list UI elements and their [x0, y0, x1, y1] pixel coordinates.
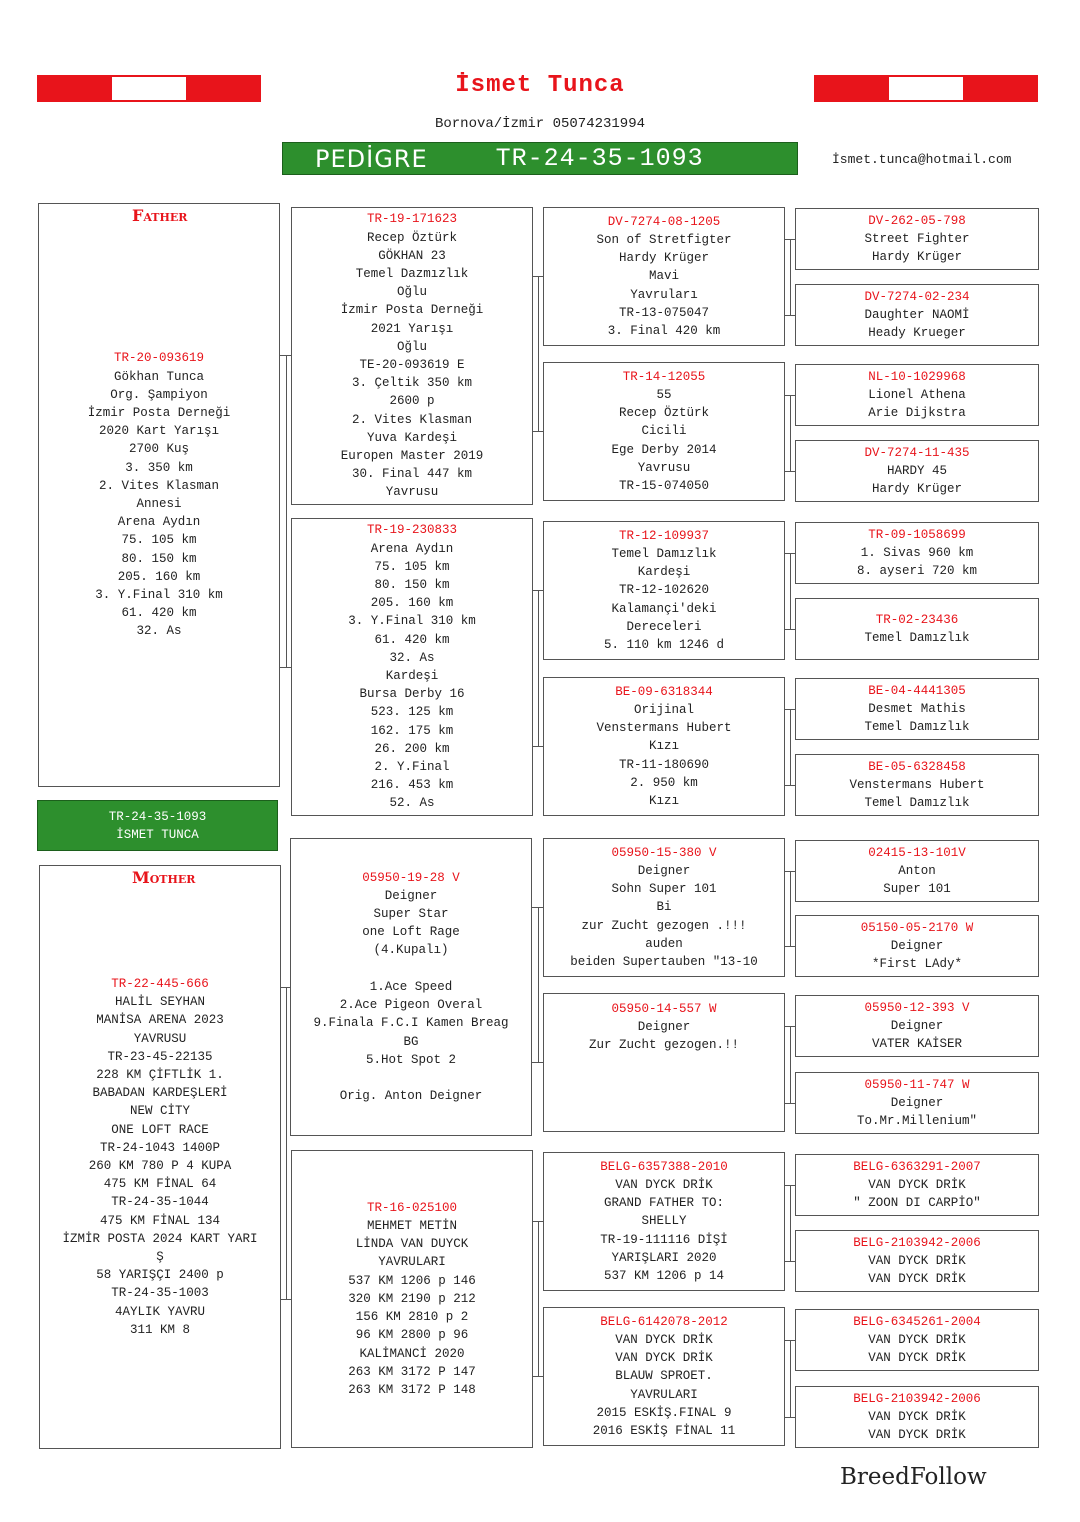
- pedigree-line: 26. 200 km: [374, 741, 450, 756]
- connector-line: [790, 709, 795, 710]
- pedigree-card-g16: [795, 1386, 1039, 1448]
- pigeon-name: İSMET TUNCA: [116, 827, 199, 842]
- pedigree-card-fmm: [543, 677, 785, 816]
- pedigree-line: VAN DYCK DRİK: [868, 1409, 966, 1424]
- father-section-label: Father: [132, 206, 188, 225]
- connector-line: [790, 239, 791, 316]
- pedigree-line: 96 KM 2800 p 96: [355, 1328, 469, 1343]
- pedigree-line: 2600 p: [389, 394, 435, 409]
- pedigree-line: 61. 420 km: [374, 632, 450, 647]
- pedigree-line: HALİL SEYHAN: [114, 995, 205, 1010]
- pedigree-line: Arena Aydın: [370, 541, 454, 556]
- connector-line: [790, 395, 795, 396]
- pedigree-line: 537 KM 1206 p 14: [603, 1269, 725, 1283]
- connector-line: [790, 1026, 795, 1027]
- pedigree-line: TR-24-35-1003: [111, 1286, 209, 1301]
- pedigree-line: Son of Stretfigter: [596, 232, 732, 247]
- ring-number: TR-16-025100: [366, 1200, 457, 1215]
- connector-line: [790, 471, 795, 472]
- pedigree-line: ONE LOFT RACE: [111, 1122, 209, 1137]
- connector-line: [790, 395, 791, 472]
- pedigree-line: 320 KM 2190 p 212: [348, 1291, 476, 1306]
- pedigree-line: TR-13-075047: [618, 305, 709, 320]
- pedigree-line: Org. Şampiyon: [110, 387, 208, 402]
- pedigree-card-mother: [39, 865, 281, 1449]
- connector-line: [538, 907, 539, 1063]
- connector-line: [790, 239, 795, 240]
- connector-line: [538, 590, 543, 591]
- pedigree-line: 75. 105 km: [374, 559, 450, 574]
- pedigree-line: 228 KM ÇİFTLİK 1.: [96, 1067, 224, 1082]
- ring-number: DV-262-05-798: [868, 213, 966, 228]
- pedigree-line: 475 KM FİNAL 64: [103, 1177, 217, 1192]
- pedigree-line: VAN DYCK DRİK: [868, 1177, 966, 1192]
- connector-line: [790, 1026, 791, 1104]
- pedigree-card-g9: [795, 840, 1039, 902]
- ring-number: 05150-05-2170 W: [860, 920, 974, 935]
- pedigree-line: NEW CİTY: [129, 1104, 190, 1119]
- connector-line: [790, 1261, 795, 1262]
- pedigree-line: Street Fighter: [864, 231, 970, 246]
- pedigree-line: 205. 160 km: [117, 569, 201, 584]
- pedigree-line: İzmir Posta Derneği: [87, 405, 231, 420]
- pedigree-line: 523. 125 km: [370, 705, 454, 720]
- pedigree-line: 32. As: [389, 650, 435, 665]
- pedigree-line: 5. 110 km 1246 d: [603, 638, 725, 652]
- owner-subtitle: Bornova/İzmir 05074231994: [434, 116, 646, 132]
- pedigree-line: 3. 350 km: [125, 460, 193, 475]
- ring-number: TR-02-23436: [875, 612, 959, 627]
- pedigree-card-g7: [795, 678, 1039, 740]
- connector-line: [790, 553, 791, 630]
- pedigree-line: Venstermans Hubert: [596, 721, 732, 736]
- ring-number: 05950-12-393 V: [864, 1000, 970, 1015]
- pedigree-line: Kızı: [648, 794, 679, 808]
- pedigree-card-fm: [291, 518, 533, 816]
- pedigree-line: 2021 Yarışı: [370, 321, 454, 336]
- pedigree-line: 52. As: [389, 796, 435, 811]
- pedigree-line: VAN DYCK DRİK: [615, 1351, 713, 1366]
- ring-number: BE-09-6318344: [615, 684, 713, 699]
- pedigree-line: Anton: [898, 863, 936, 878]
- pedigree-line: Yavruları: [630, 287, 698, 302]
- pedigree-line: 5.Hot Spot 2: [365, 1052, 456, 1067]
- pedigree-line: Temel Dazmızlık: [355, 266, 469, 281]
- connector-line: [790, 946, 795, 947]
- mother-section-label: Mother: [132, 868, 196, 887]
- pedigree-line: Orijinal: [633, 702, 694, 717]
- pedigree-line: Kızı: [648, 739, 679, 754]
- connector-line: [790, 1340, 791, 1418]
- pedigree-card-g11: [795, 995, 1039, 1057]
- pedigree-line: (4.Kupalı): [373, 943, 449, 958]
- pedigree-line: Temel Damızlık: [864, 796, 970, 811]
- connector-line: [790, 315, 795, 316]
- pedigree-line: 2015 ESKİŞ.FINAL 9: [596, 1405, 732, 1420]
- ring-number: BELG-6142078-2012: [600, 1314, 728, 1329]
- banner-ring: TR-24-35-1093: [495, 144, 704, 173]
- pedigree-line: Annesi: [136, 497, 182, 511]
- pedigree-line: VATER KAİSER: [871, 1037, 962, 1052]
- pedigree-card-ff: [291, 207, 533, 505]
- pedigree-line: 1. Sivas 960 km: [860, 545, 974, 560]
- pedigree-card-g1: [795, 208, 1039, 270]
- ring-number: 02415-13-101V: [868, 845, 966, 860]
- ring-number: BE-04-4441305: [868, 683, 966, 698]
- pedigree-line: one Loft Rage: [362, 925, 460, 940]
- pedigree-line: BLAUW SPROET.: [615, 1369, 713, 1384]
- pedigree-line: GRAND FATHER TO:: [603, 1196, 725, 1211]
- ring-number: 05950-14-557 W: [611, 1002, 717, 1016]
- ring-number: TR-19-171623: [366, 212, 457, 227]
- pedigree-line: Kardeşi: [385, 669, 439, 683]
- ring-number: DV-7274-08-1205: [607, 214, 721, 229]
- pedigree-line: VAN DYCK DRİK: [615, 1177, 713, 1192]
- pedigree-line: Daughter NAOMİ: [864, 307, 970, 322]
- pedigree-line: TR-11-180690: [618, 757, 709, 772]
- pedigree-line: Super Star: [373, 907, 449, 922]
- pedigree-line: 263 KM 3172 P 147: [348, 1364, 476, 1379]
- pedigree-line: YARIŞLARI 2020: [611, 1250, 717, 1265]
- pigeon-ring: TR-24-35-1093: [108, 809, 207, 824]
- pedigree-line: 30. Final 447 km: [351, 467, 473, 482]
- pedigree-line: TR-24-1043 1400P: [99, 1140, 221, 1155]
- connector-line: [538, 1221, 543, 1222]
- pedigree-line: Desmet Mathis: [868, 701, 966, 716]
- pedigree-line: 537 KM 1206 p 146: [348, 1273, 476, 1288]
- pedigree-line: Ş: [156, 1250, 164, 1265]
- pedigree-line: Yavrusu: [385, 485, 439, 500]
- ring-number: DV-7274-11-435: [864, 445, 970, 460]
- pedigree-line: Heady Krueger: [868, 326, 966, 341]
- pedigree-line: 263 KM 3172 P 148: [348, 1382, 476, 1397]
- pedigree-card-g3: [795, 364, 1039, 426]
- pedigree-line: 311 KM 8: [129, 1322, 190, 1337]
- connector-line: [538, 1221, 539, 1377]
- pedigree-card-ffm: [543, 362, 785, 501]
- ring-number: BELG-6345261-2004: [853, 1314, 981, 1329]
- pedigree-line: 2.Ace Pigeon Overal: [339, 998, 483, 1013]
- connector-line: [538, 746, 543, 747]
- pedigree-card-g6: [795, 598, 1039, 660]
- pedigree-line: MANİSA ARENA 2023: [96, 1013, 224, 1028]
- connector-line: [790, 1417, 795, 1418]
- ring-number: TR-14-12055: [622, 369, 706, 384]
- pedigree-card-g2: [795, 284, 1039, 346]
- pedigree-line: 58 YARIŞÇI 2400 p: [96, 1268, 224, 1283]
- connector-line: [790, 1340, 795, 1341]
- pedigree-line: YAVRULARI: [630, 1387, 698, 1402]
- brand-logo: BreedFollow: [840, 1464, 987, 1490]
- ring-number: 05950-15-380 V: [611, 845, 717, 860]
- pedigree-line: zur Zucht gezogen .!!!: [581, 918, 747, 933]
- pedigree-line: Temel Damızlık: [864, 631, 970, 645]
- pedigree-line: Kardeşi: [637, 565, 691, 580]
- pedigree-card-fff: [543, 207, 785, 346]
- connector-line: [286, 355, 291, 356]
- pedigree-line: Mavi: [648, 269, 679, 284]
- pedigree-line: Deigner: [637, 1020, 691, 1035]
- ring-number: BE-05-6328458: [868, 759, 966, 774]
- ring-number: TR-12-109937: [618, 528, 709, 543]
- pigeon-badge: [37, 800, 278, 851]
- pedigree-line: YAVRUSU: [133, 1031, 187, 1046]
- pedigree-line: Deigner: [890, 1018, 944, 1033]
- pedigree-line: Hardy Krüger: [871, 250, 962, 265]
- pedigree-line: VAN DYCK DRİK: [868, 1428, 966, 1443]
- pedigree-card-g4: [795, 440, 1039, 502]
- pedigree-line: Deigner: [890, 1095, 944, 1110]
- pedigree-line: Temel Damızlık: [864, 720, 970, 735]
- pedigree-line: Super 101: [883, 882, 951, 897]
- pedigree-line: 9.Finala F.C.I Kamen Breag: [313, 1016, 509, 1031]
- connector-line: [538, 907, 543, 908]
- connector-line: [790, 1103, 795, 1104]
- pedigree-banner: [282, 142, 798, 175]
- pedigree-line: Arena Aydın: [117, 515, 201, 530]
- pedigree-line: Hardy Krüger: [618, 251, 709, 266]
- pedigree-line: Orig. Anton Deigner: [339, 1089, 483, 1104]
- pedigree-line: BG: [403, 1034, 419, 1049]
- ring-number: BELG-6363291-2007: [853, 1159, 981, 1174]
- ring-number: TR-20-093619: [113, 351, 204, 366]
- ring-number: DV-7274-02-234: [864, 289, 970, 304]
- pedigree-line: 2. Vites Klasman: [351, 412, 473, 427]
- pedigree-line: Temel Damızlık: [611, 546, 717, 561]
- pedigree-line: VAN DYCK DRİK: [868, 1253, 966, 1268]
- pedigree-line: Deigner: [384, 888, 438, 903]
- connector-line: [286, 1299, 291, 1300]
- pedigree-line: Yavrusu: [637, 460, 691, 475]
- pedigree-line: 61. 420 km: [121, 606, 197, 621]
- pedigree-line: VAN DYCK DRİK: [868, 1351, 966, 1366]
- pedigree-card-mm: [291, 1150, 533, 1448]
- pedigree-line: auden: [645, 936, 683, 951]
- connector-line: [286, 355, 287, 668]
- pedigree-line: 32. As: [136, 624, 182, 639]
- pedigree-line: Recep Öztürk: [366, 230, 457, 245]
- pedigree-line: Bursa Derby 16: [359, 687, 465, 702]
- pedigree-line: 80. 150 km: [121, 551, 197, 566]
- pedigree-card-fmf: [543, 521, 785, 660]
- pedigree-line: 3. Çeltik 350 km: [351, 376, 473, 391]
- connector-line: [538, 276, 543, 277]
- connector-line: [790, 785, 795, 786]
- connector-line: [790, 553, 795, 554]
- pedigree-line: İZMİR POSTA 2024 KART YARI: [62, 1231, 258, 1246]
- pedigree-line: 4AYLIK YAVRU: [114, 1304, 205, 1319]
- pedigree-line: 2020 Kart Yarışı: [98, 424, 220, 439]
- pedigree-card-g12: [795, 1072, 1039, 1134]
- pedigree-line: [407, 1069, 415, 1087]
- ring-number: 05950-11-747 W: [864, 1077, 970, 1092]
- pedigree-card-mmm: [543, 1307, 785, 1446]
- pedigree-line: İzmir Posta Derneği: [340, 303, 484, 318]
- connector-line: [790, 709, 791, 786]
- connector-line: [790, 629, 795, 630]
- pedigree-card-g10: [795, 915, 1039, 977]
- pedigree-card-mmf: [543, 1152, 785, 1291]
- pedigree-line: Zur Zucht gezogen.!!: [588, 1038, 740, 1053]
- pedigree-card-mff: [543, 838, 785, 977]
- pedigree-card-mfm: [543, 993, 785, 1132]
- pedigree-line: 80. 150 km: [374, 577, 450, 592]
- pedigree-card-g8: [795, 754, 1039, 816]
- ring-number: BELG-2103942-2006: [853, 1391, 981, 1406]
- pedigree-line: 1.Ace Speed: [369, 979, 453, 994]
- pedigree-line: 3. Y.Final 310 km: [95, 588, 223, 603]
- pedigree-line: Ege Derby 2014: [611, 442, 717, 457]
- pedigree-line: 2700 Kuş: [128, 442, 189, 457]
- pedigree-line: 55: [656, 387, 672, 402]
- ring-number: NL-10-1029968: [868, 369, 966, 384]
- connector-line: [286, 987, 290, 988]
- connector-line: [538, 1376, 543, 1377]
- ring-number: BELG-2103942-2006: [853, 1235, 981, 1250]
- pedigree-card-g5: [795, 522, 1039, 584]
- pedigree-line: TR-23-45-22135: [107, 1049, 213, 1064]
- pedigree-card-mf: [290, 838, 532, 1136]
- banner-label: PEDİGRE: [315, 144, 428, 173]
- pedigree-line: Venstermans Hubert: [849, 777, 985, 792]
- pedigree-card-g14: [795, 1230, 1039, 1292]
- pedigree-line: TR-15-074050: [618, 479, 709, 493]
- ring-number: TR-19-230833: [366, 523, 457, 538]
- connector-line: [538, 431, 543, 432]
- pedigree-line: TE-20-093619 E: [359, 358, 465, 372]
- pedigree-line: TR-12-102620: [618, 583, 709, 598]
- pedigree-line: 2016 ESKİŞ FİNAL 11: [592, 1424, 736, 1438]
- pedigree-line: Cicili: [641, 424, 687, 439]
- connector-line: [790, 1185, 795, 1186]
- pedigree-line: 2. 950 km: [630, 775, 698, 790]
- pedigree-line: 2. Y.Final: [374, 760, 450, 775]
- pedigree-line: Arie Dijkstra: [868, 406, 966, 421]
- pedigree-line: VAN DYCK DRİK: [868, 1272, 966, 1287]
- pedigree-line: TR-19-111116 DİŞİ: [600, 1232, 728, 1247]
- pedigree-line: To.Mr.Millenium": [856, 1114, 978, 1129]
- pedigree-line: [407, 960, 415, 978]
- pedigree-line: Recep Öztürk: [618, 406, 709, 421]
- pedigree-line: Deigner: [637, 863, 691, 878]
- pedigree-line: VAN DYCK DRİK: [615, 1332, 713, 1347]
- pedigree-line: GÖKHAN 23: [378, 248, 446, 263]
- pedigree-line: VAN DYCK DRİK: [868, 1332, 966, 1347]
- ring-number: BELG-6357388-2010: [600, 1159, 728, 1174]
- pedigree-line: Dereceleri: [626, 619, 702, 634]
- connector-line: [538, 1062, 543, 1063]
- pedigree-line: Lionel Athena: [868, 387, 966, 402]
- pedigree-line: Deigner: [890, 938, 944, 953]
- ring-number: 05950-19-28 V: [362, 870, 460, 885]
- pedigree-line: " ZOON DI CARPİO": [853, 1196, 981, 1211]
- pedigree-line: BABADAN KARDEŞLERİ: [92, 1086, 228, 1101]
- pedigree-line: 475 KM FİNAL 134: [99, 1213, 221, 1228]
- connector-line: [286, 667, 291, 668]
- pedigree-line: 8. ayseri 720 km: [856, 564, 978, 579]
- pedigree-line: SHELLY: [641, 1214, 687, 1229]
- pedigree-line: Gökhan Tunca: [113, 369, 204, 384]
- ring-number: TR-22-445-666: [111, 976, 209, 991]
- pedigree-line: 260 KM 780 P 4 KUPA: [88, 1159, 232, 1173]
- pedigree-line: HARDY 45: [886, 463, 947, 478]
- pedigree-line: Sohn Super 101: [611, 882, 717, 897]
- connector-line: [286, 987, 287, 1300]
- pedigree-line: KALİMANCİ 2020: [359, 1346, 465, 1361]
- pedigree-line: 3. Y.Final 310 km: [348, 614, 476, 629]
- pedigree-line: Oğlu: [396, 339, 427, 354]
- pedigree-card-g13: [795, 1154, 1039, 1216]
- pedigree-card-g15: [795, 1309, 1039, 1371]
- pedigree-line: Oğlu: [396, 285, 427, 300]
- connector-line: [538, 276, 539, 432]
- pedigree-line: Hardy Krüger: [871, 482, 962, 497]
- pedigree-line: Yuva Kardeşi: [366, 430, 457, 445]
- pedigree-line: 2. Vites Klasman: [98, 478, 220, 493]
- pedigree-line: 156 KM 2810 p 2: [355, 1310, 469, 1325]
- owner-title: İsmet Tunca: [455, 72, 625, 99]
- pedigree-line: 205. 160 km: [370, 596, 454, 611]
- ring-number: TR-09-1058699: [868, 527, 966, 542]
- pedigree-line: *First LAdy*: [871, 957, 962, 972]
- pedigree-line: YAVRULARI: [378, 1255, 446, 1270]
- connector-line: [790, 871, 795, 872]
- connector-line: [538, 590, 539, 747]
- connector-line: [790, 871, 791, 947]
- pedigree-line: TR-24-35-1044: [111, 1195, 209, 1210]
- connector-line: [790, 1185, 791, 1262]
- pedigree-line: 216. 453 km: [370, 778, 454, 793]
- pedigree-line: beiden Supertauben "13-10: [570, 955, 758, 969]
- pedigree-line: Europen Master 2019: [340, 449, 484, 464]
- pedigree-line: Bi: [656, 900, 672, 915]
- pedigree-line: Kalamançi'deki: [611, 601, 717, 616]
- owner-email: İsmet.tunca@hotmail.com: [832, 152, 1012, 167]
- pedigree-card-father: [38, 203, 280, 787]
- pedigree-line: 162. 175 km: [370, 723, 454, 738]
- pedigree-line: 3. Final 420 km: [607, 324, 721, 338]
- pedigree-line: 75. 105 km: [121, 533, 197, 548]
- pedigree-line: LİNDA VAN DUYCK: [355, 1237, 469, 1252]
- pedigree-line: MEHMET METİN: [366, 1219, 457, 1234]
